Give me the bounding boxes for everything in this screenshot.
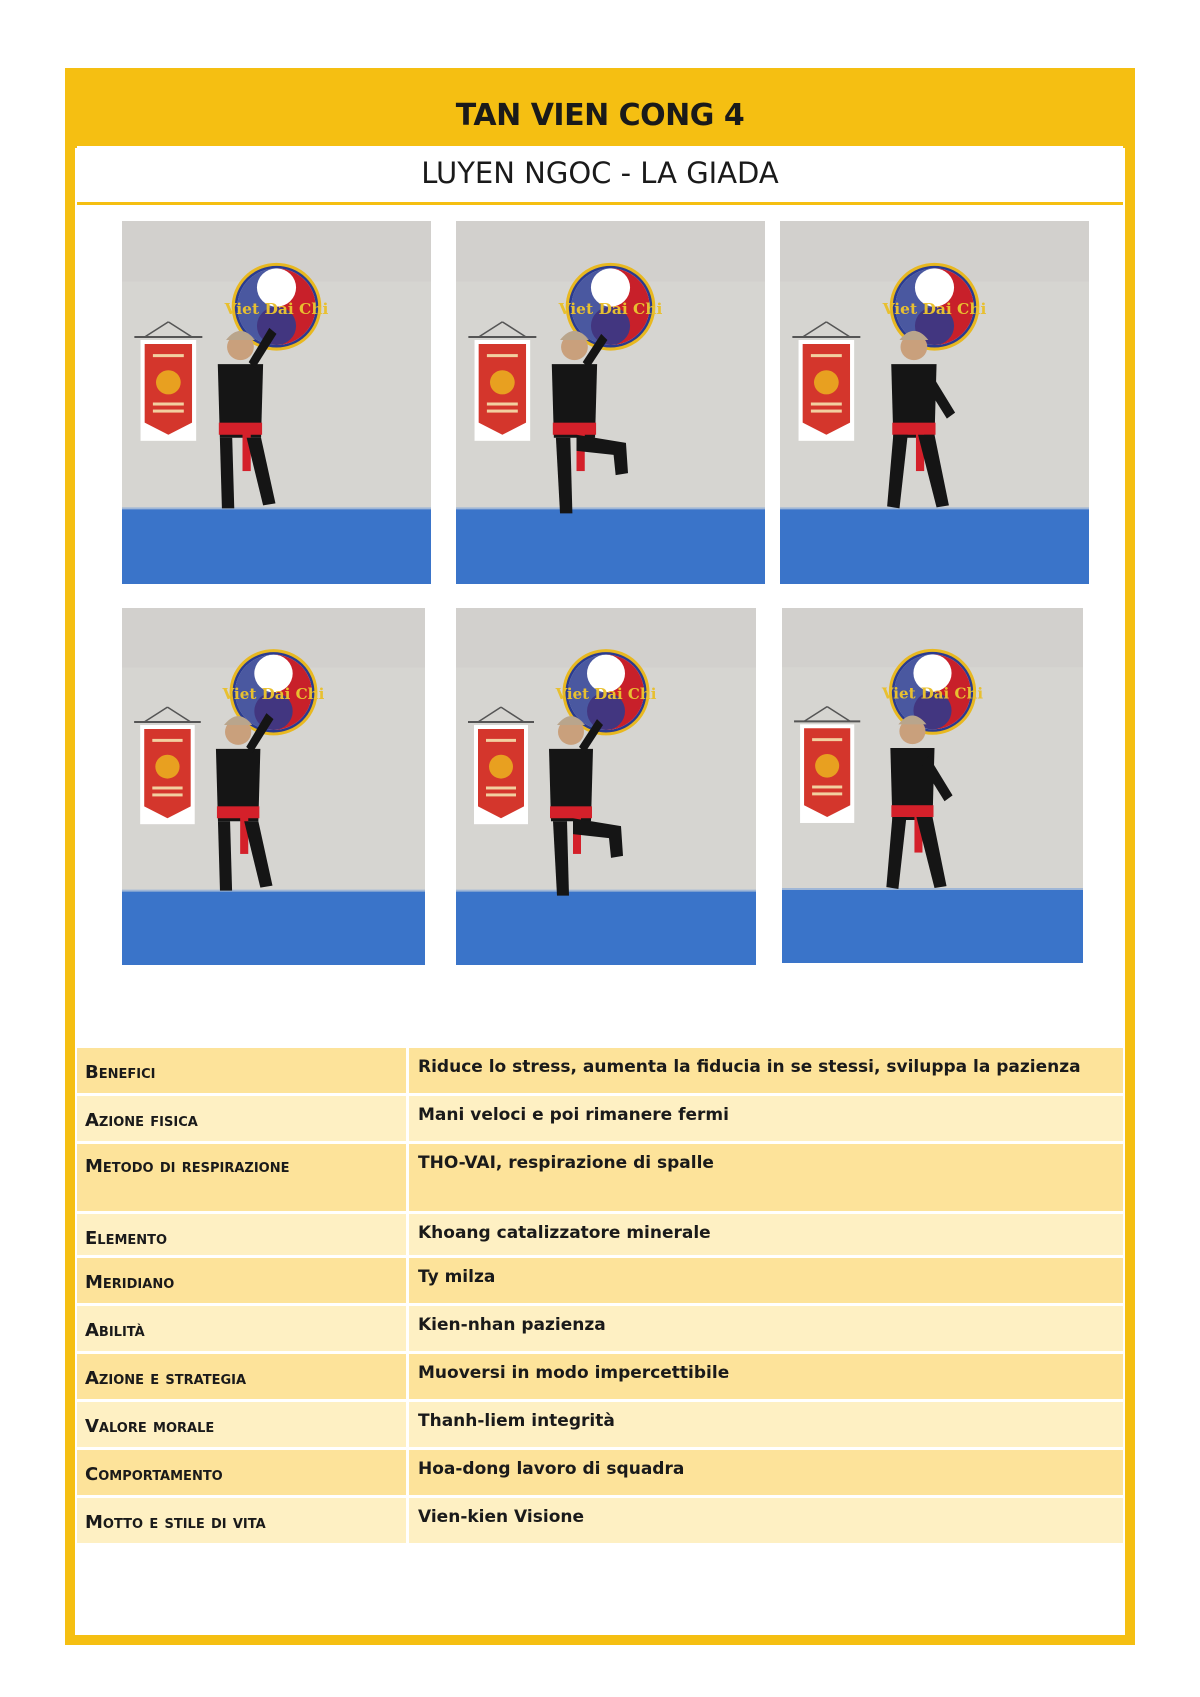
table-row [77,1214,1123,1258]
title-band [75,78,1125,148]
pose-photo-1 [122,221,431,584]
photo-scene [780,221,1089,584]
page-subtitle: LUYEN NGOC - LA GIADA [421,156,779,190]
table-row [77,1498,1123,1546]
svg-text:Viet Dai Chi: Viet Dai Chi [882,299,987,318]
pose-photo-6 [782,608,1083,963]
blue-mat [122,508,431,584]
row-label: Azione e strategia [77,1354,409,1399]
blue-mat [782,889,1083,963]
row-label: Valore morale [77,1402,409,1447]
row-label: Elemento [77,1214,409,1255]
table-row [77,1048,1123,1096]
subtitle-box [77,146,1123,205]
table-row [77,1450,1123,1498]
row-label: Azione fisica [77,1096,409,1141]
pose-photo-3 [780,221,1089,584]
table-row [77,1306,1123,1354]
row-value: Hoa-dong lavoro di squadra [418,1459,685,1479]
svg-text:Viet Dai Chi: Viet Dai Chi [558,299,663,318]
row-value: Mani veloci e poi rimanere fermi [418,1105,729,1125]
row-value: Thanh-liem integrità [418,1411,615,1431]
row-value: THO-VAI, respirazione di spalle [418,1153,714,1173]
row-label: Meridiano [77,1258,409,1303]
pose-photo-4 [122,608,425,965]
svg-text:Viet Dai Chi: Viet Dai Chi [881,684,984,703]
photo-scene [122,608,425,965]
svg-text:Viet Dai Chi: Viet Dai Chi [555,685,657,704]
row-label: Abilità [77,1306,409,1351]
photo-scene [122,221,431,584]
photo-scene [456,221,765,584]
row-value: Muoversi in modo impercettibile [418,1363,730,1383]
row-value: Vien-kien Visione [418,1507,584,1527]
blue-mat [122,891,425,965]
blue-mat [456,891,756,965]
table-row [77,1354,1123,1402]
row-label: Comportamento [77,1450,409,1495]
blue-mat [456,508,765,584]
row-value: Khoang catalizzatore minerale [418,1223,711,1243]
row-label: Metodo di respirazione [77,1144,409,1211]
info-table [77,1048,1123,1546]
photo-scene [456,608,756,965]
page-title: TAN VIEN CONG 4 [455,98,745,133]
blue-mat [780,508,1089,584]
pose-photo-5 [456,608,756,965]
pose-photo-2 [456,221,765,584]
row-value: Kien-nhan pazienza [418,1315,606,1335]
table-row [77,1258,1123,1306]
row-value: Ty milza [418,1267,496,1287]
svg-text:Viet Dai Chi: Viet Dai Chi [222,685,325,704]
svg-text:Viet Dai Chi: Viet Dai Chi [224,299,329,318]
page-frame [65,68,1135,1645]
table-row [77,1096,1123,1144]
row-label: Benefici [77,1048,409,1093]
row-value: Riduce lo stress, aumenta la fiducia in se stessi, sviluppa la pazienza [418,1057,1081,1077]
table-row [77,1402,1123,1450]
table-row [77,1144,1123,1214]
row-label: Motto e stile di vita [77,1498,409,1543]
photo-scene [782,608,1083,963]
